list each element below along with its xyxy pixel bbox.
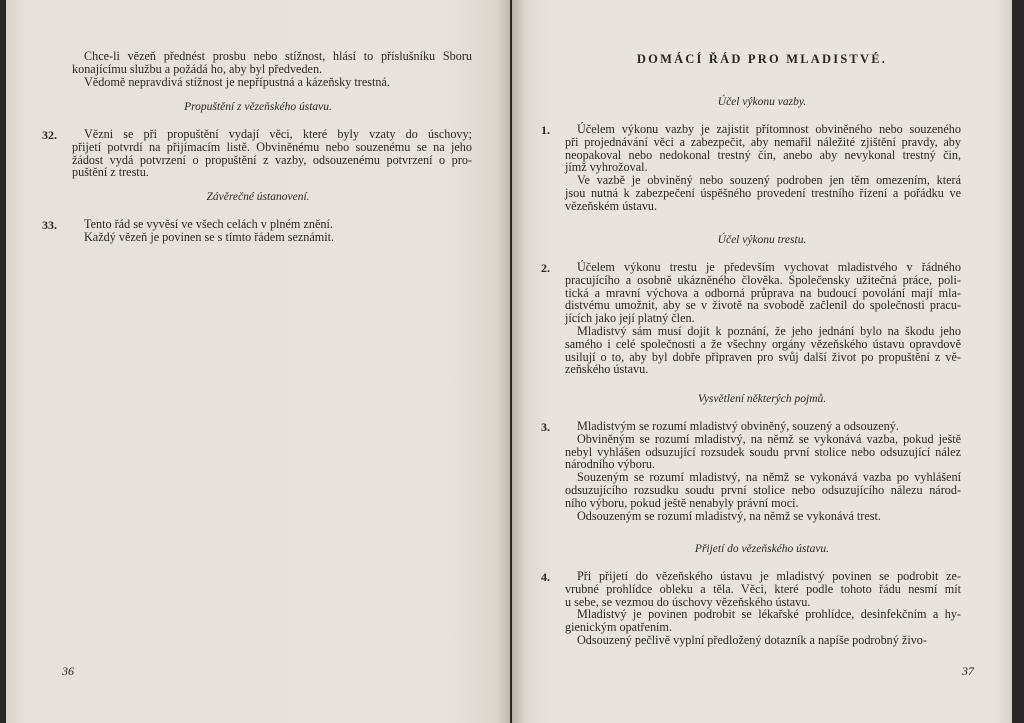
section-body bbox=[565, 570, 961, 647]
section-heading: Závěrečné ústanovení. bbox=[206, 191, 310, 203]
text-line: konajícímu službu a požádá ho, aby byl předveden. bbox=[72, 61, 323, 76]
text-line: Vězni se při propuštění vydají věci, které byly vzaty do úschovy; bbox=[84, 127, 472, 141]
text-line: distvému umožnit, aby se v životě na svobodě začlenil do společnosti pracu- bbox=[565, 298, 961, 313]
section-number: 4. bbox=[541, 570, 550, 584]
section-heading: Vysvětlení některých pojmů. bbox=[697, 393, 827, 405]
text-line: přijetí potvrdí na přijímacím listě. Obviněnému nebo souzenému se na jeho bbox=[72, 139, 472, 154]
section-body bbox=[565, 420, 961, 522]
text-line: Každý vězeň je povinen se s tímto řádem seznámit. bbox=[84, 229, 335, 244]
text-line: nebyl vyhlášen odsuzující rozsudek soudu první stolice nebo odsuzující nález bbox=[565, 444, 961, 459]
section-body bbox=[72, 50, 472, 88]
text-line: gienickým opatřením. bbox=[565, 620, 672, 635]
text-line: vězeňském ústavu. bbox=[565, 198, 658, 213]
text-line: Souzeným se rozumí mladistvý, na němž se vykonává vazba po vyhlášení bbox=[577, 470, 961, 485]
text-line: Odsouzeným se rozumí mladistvý, na němž se vykonává trest. bbox=[577, 508, 881, 523]
text-line: jících jako její platný člen. bbox=[565, 311, 695, 326]
text-line: Mladistvý je povinen podrobit se lékařské prohlídce, desinfekčním a hy- bbox=[577, 607, 961, 622]
section-heading: Účel výkonu vazby. bbox=[717, 96, 807, 108]
text-line: Tento řád se vyvěsí ve všech celách v plném znění. bbox=[84, 217, 333, 231]
text-line: Vědomě nepravdivá stížnost je nepřípustná a kázeňsky trestná. bbox=[84, 74, 390, 89]
section-heading: Účel výkonu trestu. bbox=[717, 234, 807, 246]
section-body bbox=[72, 128, 472, 179]
right-page bbox=[512, 0, 1012, 723]
text-line: národního výboru. bbox=[565, 457, 656, 472]
text-line: Chce-li vězeň přednést prosbu nebo stížnost, hlásí to příslušníku Sboru bbox=[84, 49, 472, 63]
section-number: 33. bbox=[42, 218, 57, 232]
section-number: 1. bbox=[541, 123, 550, 137]
section-body bbox=[72, 218, 472, 244]
text-line: puštění z trestu. bbox=[72, 165, 149, 180]
text-line: Účelem výkonu vazby je zajistit přítomnost obviněného nebo souzeného bbox=[577, 122, 961, 136]
page-number: 36 bbox=[62, 664, 74, 678]
section-heading: Propuštění z vězeňského ústavu. bbox=[184, 101, 332, 113]
text-line: zeňského ústavu. bbox=[565, 362, 649, 377]
text-line: vrubné prohlídce obleku a těla. Věci, které podle tohoto řádu nesmí mít bbox=[565, 581, 961, 596]
section-number: 3. bbox=[541, 420, 550, 434]
text-line: u sebe, se vezmou do úschovy vězeňského ústavu. bbox=[565, 594, 811, 609]
section-number: 2. bbox=[541, 261, 550, 275]
text-line: samého i celé společnosti a že všechny orgány vězeňského ústavu opravdově bbox=[565, 336, 961, 351]
text-line: neopakoval nebo nedokonal trestný čin, anebo aby nevykonal trestný čin, bbox=[565, 147, 961, 162]
text-line: žádost vydá potvrzení o propuštění z vazby, odsouzenému potvrzení o pro- bbox=[72, 152, 472, 167]
text-line: při projednávání věci a zabezpečit, aby nemařil náležité zjištění pravdy, aby bbox=[565, 134, 961, 149]
section-number: 32. bbox=[42, 128, 57, 142]
text-line: odsuzujícího rozsudku soudu první stolice nebo odsuzujícího nálezu národ- bbox=[565, 482, 961, 497]
text-line: pracujícího a osobně ukázněného člověka. Společensky užitečná práce, poli- bbox=[565, 272, 961, 287]
section-body bbox=[565, 261, 961, 376]
text-line: jímž vyhrožoval. bbox=[565, 160, 648, 175]
text-line: Ve vazbě je obviněný nebo souzený podroben jen těm omezením, která bbox=[577, 173, 961, 188]
text-line: Mladistvým se rozumí mladistvý obviněný, souzený a odsouzený. bbox=[577, 419, 899, 433]
section-heading: Přijetí do vězeňského ústavu. bbox=[694, 543, 830, 555]
document-title: DOMÁCÍ ŘÁD PRO MLADISTVÉ. bbox=[636, 52, 888, 66]
section-body bbox=[565, 123, 961, 213]
text-line: jsou nutná k zabezpečení úspěšného provedení trestního řízení a pořádku ve bbox=[565, 185, 961, 200]
text-line: Účelem výkonu trestu je především vychovat mladistvého v řádného bbox=[577, 260, 961, 274]
left-page bbox=[6, 0, 510, 723]
text-line: ního výboru, pokud ještě nenabyly právní moci. bbox=[565, 495, 799, 510]
text-line: Při přijetí do vězeňského ústavu je mladistvý povinen se podrobit ze- bbox=[577, 569, 961, 583]
page-number: 37 bbox=[962, 664, 974, 678]
text-line: Odsouzený pečlivě vyplní předložený dotazník a napíše podrobný živo- bbox=[577, 632, 927, 647]
text-line: Obviněným se rozumí mladistvý, na němž se vykonává vazba, pokud ještě bbox=[577, 431, 961, 446]
text-line: Mladistvý sám musí dojít k poznání, že jeho jednání bylo na škodu jeho bbox=[577, 323, 961, 338]
text-line: usilují o to, aby byl dobře připraven pro svůj další život po propuštění z vě- bbox=[565, 349, 961, 364]
text-line: tická a mravní výchova a odborná průprava na budoucí povolání mají mla- bbox=[565, 285, 961, 300]
